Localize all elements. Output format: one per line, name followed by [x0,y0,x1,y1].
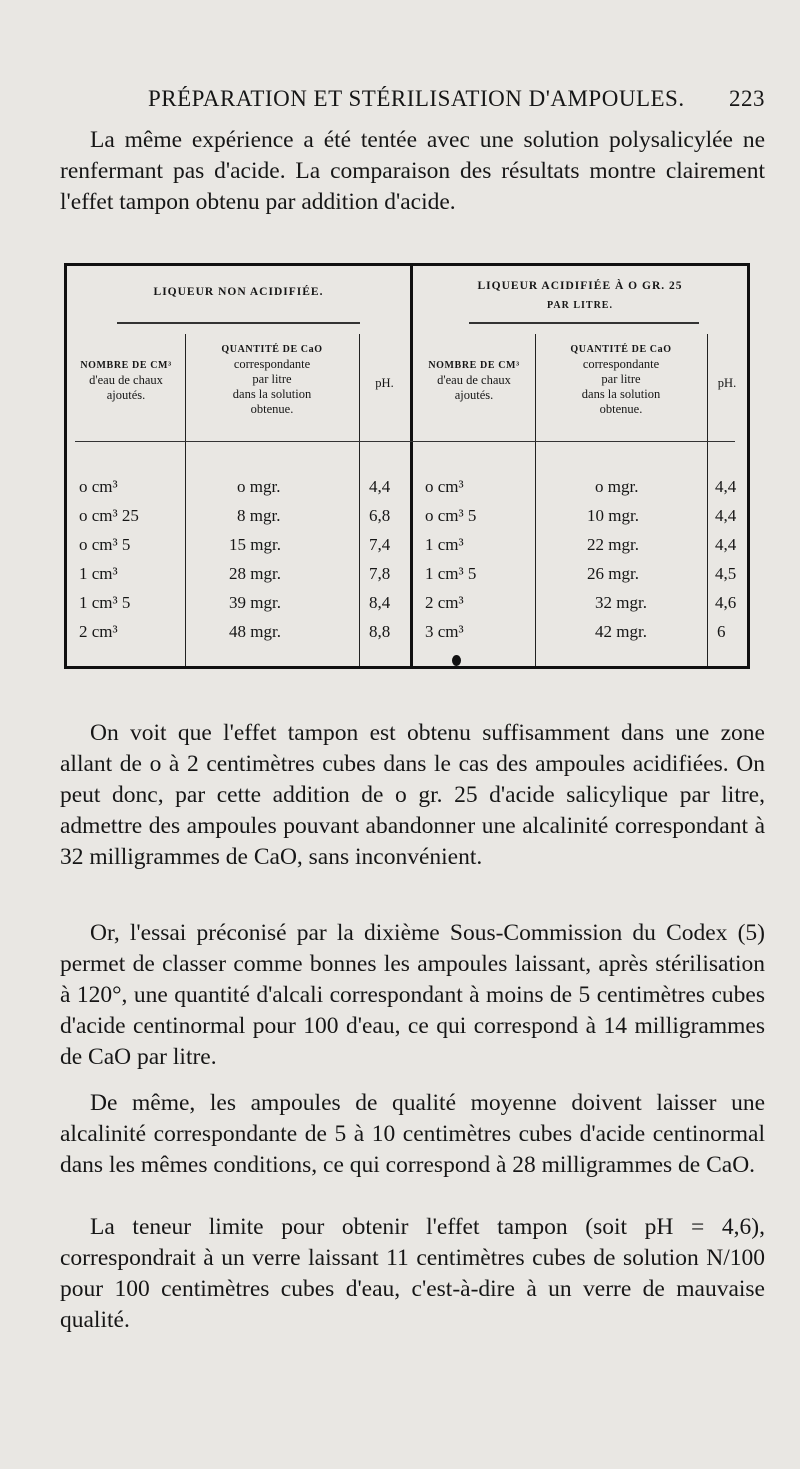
page-number: 223 [729,86,765,111]
cell-volume-right: o cm³ 5 [425,506,477,525]
group-header-acidified: LIQUEUR ACIDIFIÉE À O GR. 25 [477,280,683,292]
paragraph-buffer-effect: On voit que l'effet tampon est obtenu suffisamment dans une zone allant de o à 2 centimètres cubes dans le cas des ampoules acidifiées. On peut donc, par cette addition de o gr. 25 d'acide salicylique par litre, admettre des ampoules pouvant abandonner une alcalinité correspondant à 32 milligrammes de CaO, sans inconvénient. [60,720,765,870]
cell-qty-right: 26 mgr. [587,564,639,583]
paragraph-limit: La teneur limite pour obtenir l'effet tampon (soit pH = 4,6), correspondrait à un verre laissant 11 centimètres cubes de solution N/100 pour 100 centimètres cubes d'eau, c'est-à-dire à un verre de mauvaise qualité. [60,1214,765,1333]
cell-volume-left: o cm³ 5 [79,535,131,554]
cell-ph-right: 4,4 [715,477,737,496]
cell-qty-left: o mgr. [237,477,281,496]
cell-volume-right: 1 cm³ [425,535,464,554]
results-table [64,263,750,669]
cell-qty-right: 32 mgr. [595,593,647,612]
cell-volume-right: 3 cm³ [425,622,464,641]
cell-ph-right: 4,4 [715,535,737,554]
cell-qty-right: o mgr. [595,477,639,496]
col-header-ph-right: pH. [717,376,737,390]
cell-qty-left: 39 mgr. [229,593,281,612]
cell-ph-left: 8,4 [369,593,391,612]
cell-qty-left: 15 mgr. [229,535,281,554]
header-rule [75,441,735,442]
col-header-volume-left: NOMBRE DE CM³ d'eau de chaux ajoutés. [80,360,172,402]
cell-qty-right: 42 mgr. [595,622,647,641]
cell-qty-right: 10 mgr. [587,506,639,525]
cell-ph-left: 6,8 [369,506,391,525]
cell-qty-left: 28 mgr. [229,564,281,583]
group-header-non-acidified: LIQUEUR NON ACIDIFIÉE. [153,286,324,298]
col-header-ph-left: pH. [375,376,394,390]
cell-ph-right: 4,5 [715,564,737,583]
center-divider [410,266,413,666]
paragraph-codex-test: Or, l'essai préconisé par la dixième Sous-Commission du Codex (5) permet de classer comme bonnes les ampoules laissant, après stérilisation à 120°, une quantité d'alcali correspondant à moins de 5 centimètres cubes d'acide centinormal pour 100 d'eau, ce qui correspond à 14 milligrammes de CaO par litre. [60,920,765,1070]
cell-ph-right: 4,4 [715,506,737,525]
cell-qty-left: 48 mgr. [229,622,281,641]
cell-ph-left: 7,8 [369,564,391,583]
cell-ph-right: 4,6 [715,593,737,612]
cell-volume-left: 1 cm³ [79,564,118,583]
cell-qty-right: 22 mgr. [587,535,639,554]
group-rule-left [117,322,360,324]
cell-volume-left: 1 cm³ 5 [79,593,131,612]
cell-ph-left: 8,8 [369,622,391,641]
cell-ph-right: 6 [717,622,726,641]
cell-volume-right: o cm³ [425,477,464,496]
ink-blot [452,655,461,666]
cell-volume-left: o cm³ 25 [79,506,139,525]
group-header-acidified-sub: PAR LITRE. [547,300,613,311]
cell-volume-right: 2 cm³ [425,593,464,612]
paragraph-intro: La même expérience a été tentée avec une solution polysalicylée ne renfermant pas d'acide. La comparaison des résultats montre clairement l'effet tampon obtenu par addition d'acide. [60,127,765,215]
cell-volume-right: 1 cm³ 5 [425,564,477,583]
col-header-volume-right: NOMBRE DE CM³ d'eau de chaux ajoutés. [428,360,520,402]
col-header-qty-right: QUANTITÉ DE CaO correspondante par litre dans la solution obtenue. [570,344,672,416]
group-rule-right [469,322,699,324]
paragraph-medium-quality: De même, les ampoules de qualité moyenne doivent laisser une alcalinité correspondante de 5 à 10 centimètres cubes d'acide centinormal dans les mêmes conditions, ce qui correspond à 28 milligrammes de CaO. [60,1090,765,1178]
cell-volume-left: 2 cm³ [79,622,118,641]
cell-ph-left: 4,4 [369,477,391,496]
running-title: PRÉPARATION ET STÉRILISATION D'AMPOULES. [148,86,685,111]
cell-ph-left: 7,4 [369,535,391,554]
cell-volume-left: o cm³ [79,477,118,496]
col-header-qty-left: QUANTITÉ DE CaO correspondante par litre dans la solution obtenue. [221,344,323,416]
cell-qty-left: 8 mgr. [237,506,281,525]
